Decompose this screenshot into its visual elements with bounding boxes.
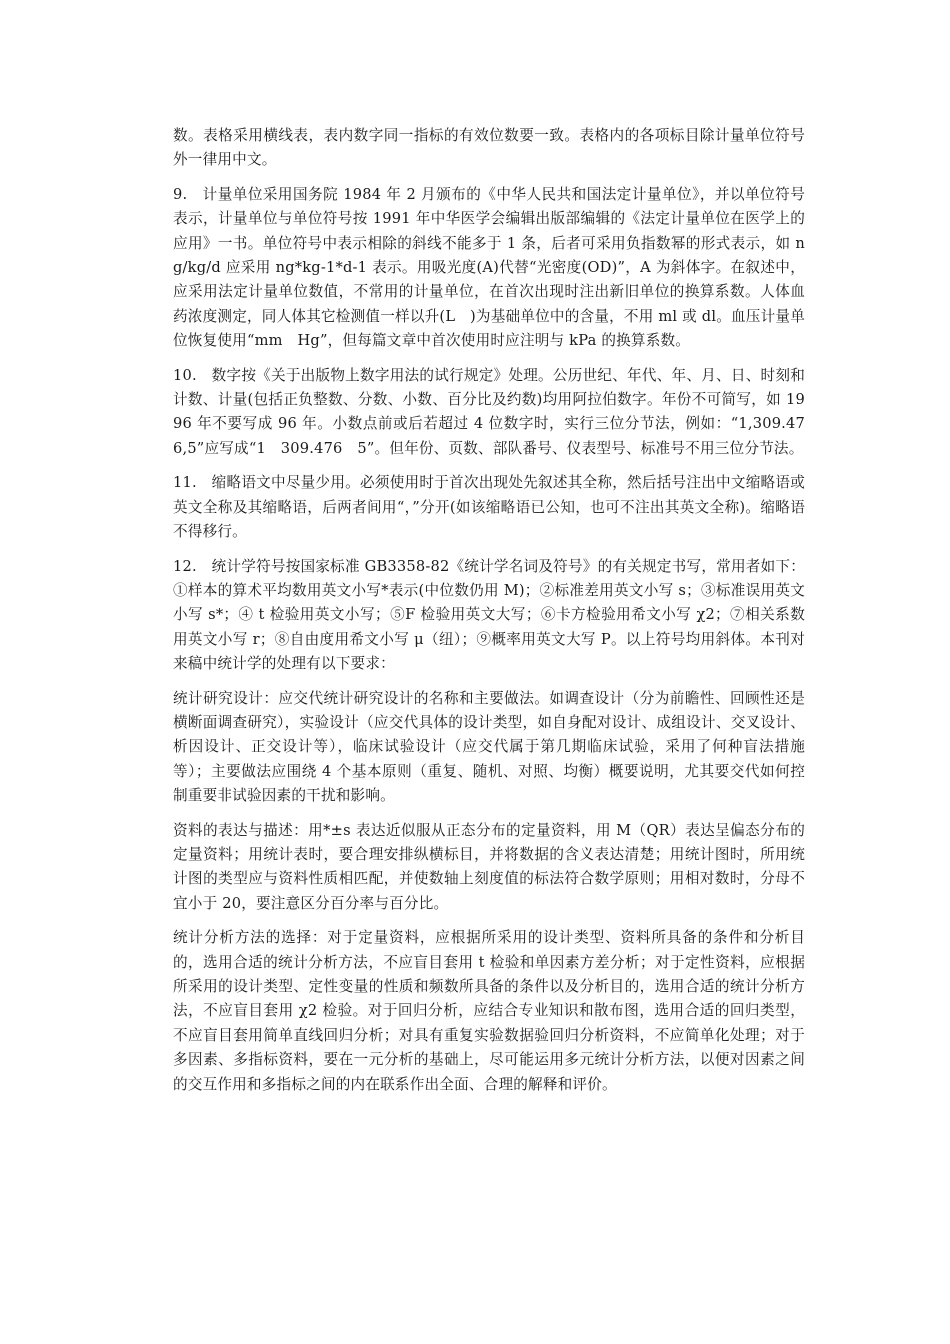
paragraph-item-10-numbers: 10. 数字按《关于出版物上数字用法的试行规定》处理。公历世纪、年代、年、月、日、时刻和计数、计量(包括正负整数、分数、小数、百分比及约数)均用阿拉伯数字。年份不可简写，如 1996 年不要写成 96 年。小数点前或后若超过 4 位数字时，实行三位分节法，例如：“1,309.476,5”应写成“1 309.476 5”。但年份、页数、部队番号、仪表型号、标准号不用三位分节法。: [173, 366, 805, 457]
paragraph-item-11-abbreviations: 11. 缩略语文中尽量少用。必须使用时于首次出现处先叙述其全称，然后括号注出中文缩略语或英文全称及其缩略语，后两者间用“，”分开(如该缩略语已公知，也可不注出其英文全称)。缩略语不得移行。: [173, 474, 805, 541]
paragraph-table-format: 数。表格采用横线表，表内数字同一指标的有效位数要一致。表格内的各项标目除计量单位符号外一律用中文。: [173, 127, 805, 169]
paragraph-study-design: 统计研究设计：应交代统计研究设计的名称和主要做法。如调查设计（分为前瞻性、回顾性还是横断面调查研究），实验设计（应交代具体的设计类型，如自身配对设计、成组设计、交叉设计、析因设计、正交设计等），临床试验设计（应交代属于第几期临床试验，采用了何种盲法措施等）；主要做法应围绕 4 个基本原则（重复、随机、对照、均衡）概要说明，尤其要交代如何控制重要非试验因素的干扰和影响。: [173, 689, 805, 805]
paragraph-analysis-methods: 统计分析方法的选择：对于定量资料，应根据所采用的设计类型、资料所具备的条件和分析目的，选用合适的统计分析方法，不应盲目套用 t 检验和单因素方差分析；对于定性资料，应根据所采用的设计类型、定性变量的性质和频数所具备的条件以及分析目的，选用合适的统计分析方法，不应盲目套用 χ2 检验。对于回归分析，应结合专业知识和散布图，选用合适的回归类型，不应盲目套用简单直线回归分析；对具有重复实验数据验回归分析资料，不应简单化处理；对于多因素、多指标资料，要在一元分析的基础上，尽可能运用多元统计分析方法，以便对因素之间的交互作用和多指标之间的内在联系作出全面、合理的解释和评价。: [173, 929, 805, 1093]
paragraph-data-description: 资料的表达与描述：用*±s 表达近似服从正态分布的定量资料，用 M（QR）表达呈偏态分布的定量资料；用统计表时，要合理安排纵横标目，并将数据的含义表达清楚；用统计图时，所用统计图的类型应与资料性质相匹配，并使数轴上刻度值的标法符合数学原则；用相对数时，分母不宜小于 20，要注意区分百分率与百分比。: [173, 821, 805, 912]
document-page: [173, 124, 805, 1107]
paragraph-item-12-statistics-symbols: 12. 统计学符号按国家标准 GB3358-82《统计学名词及符号》的有关规定书写，常用者如下：①样本的算术平均数用英文小写*表示(中位数仍用 M)；②标准差用英文小写 s；③标准误用英文小写 s*；④ t 检验用英文小写；⑤F 检验用英文大写；⑥卡方检验用希文小写 χ2；⑦相关系数用英文小写 r；⑧自由度用希文小写 μ（纽）；⑨概率用英文大写 P。以上符号均用斜体。本刊对来稿中统计学的处理有以下要求：: [173, 557, 805, 673]
paragraph-item-9-units: 9. 计量单位采用国务院 1984 年 2 月颁布的《中华人民共和国法定计量单位》，并以单位符号表示，计量单位与单位符号按 1991 年中华医学会编辑出版部编辑的《法定计量单位在医学上的应用》一书。单位符号中表示相除的斜线不能多于 1 条，后者可采用负指数幂的形式表示，如 ng/kg/d 应采用 ng*kg-1*d-1 表示。用吸光度(A)代替“光密度(OD)”，A 为斜体字。在叙述中，应采用法定计量单位数值，不常用的计量单位，在首次出现时注出新旧单位的换算系数。人体血药浓度测定，同人体其它检测值一样以升(L )为基础单位中的含量，不用 ml 或 dl。血压计量单位恢复使用“mm Hg”，但每篇文章中首次使用时应注明与 kPa 的换算系数。: [173, 185, 805, 350]
